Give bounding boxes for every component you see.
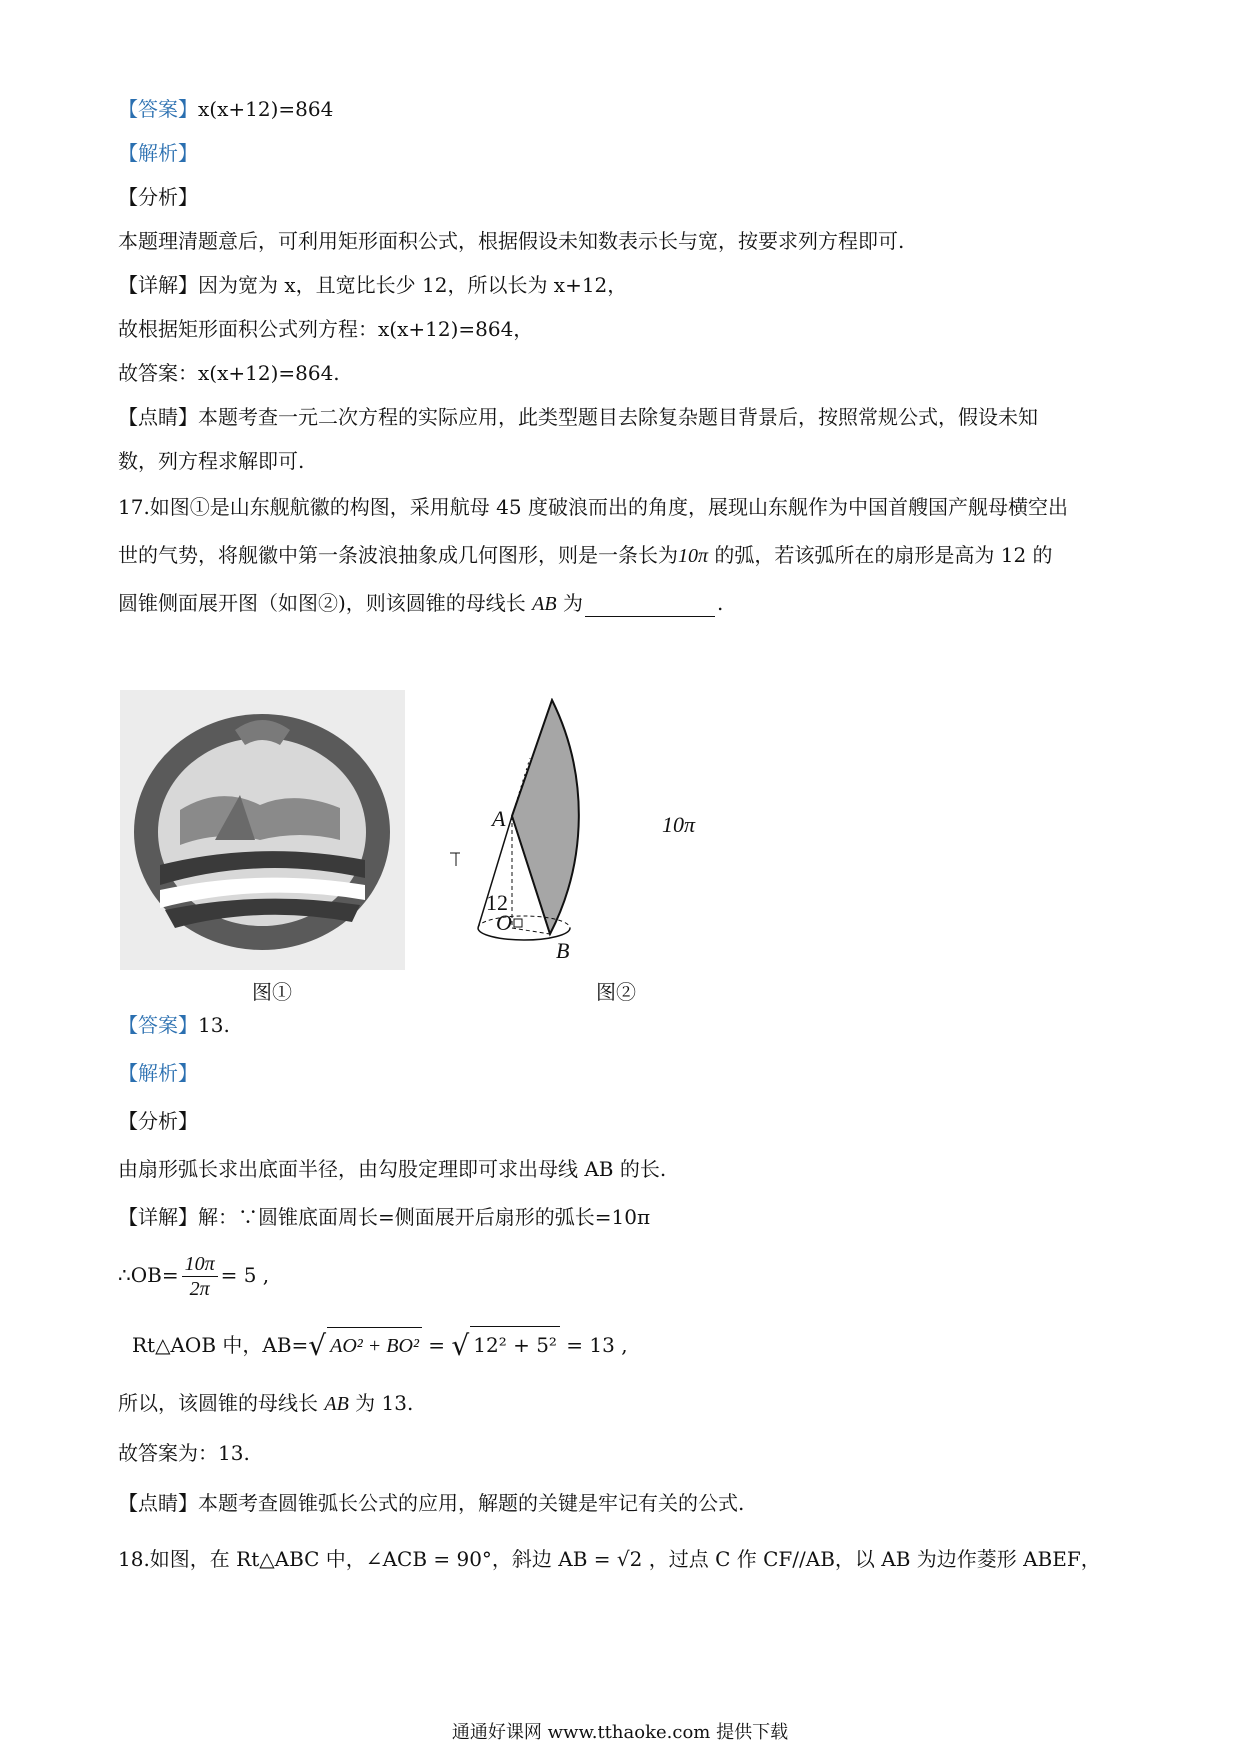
fig2-caption: 图② <box>596 980 636 1004</box>
dianjing-tag: 【点睛】 <box>118 405 198 429</box>
q16-detail-line <box>118 272 627 298</box>
answer-blank <box>585 596 715 617</box>
ob-fraction <box>182 1252 218 1301</box>
q17-answer-line <box>118 1012 230 1038</box>
q16-dianjing-line <box>118 404 1038 430</box>
answer-value: x(x+12)=864 <box>198 97 334 121</box>
q17-line-2-b: 的弧，若该弧所在的扇形是高为 12 的 <box>708 543 1053 567</box>
q17-so-line <box>118 1390 413 1417</box>
cone-diagram <box>450 698 720 978</box>
q17-line-1: 17.如图①是山东舰航徽的构图，采用航母 45 度破浪而出的角度，展现山东舰作为中国首艘国产舰母横空出 <box>118 495 1068 519</box>
cone-sector-figure <box>450 698 720 978</box>
dianjing-tag: 【点睛】 <box>118 1491 198 1515</box>
q17-final-line: 故答案为：13. <box>118 1441 250 1465</box>
q16-fenxi-line <box>118 184 198 210</box>
page-footer: 通通好课网 www.tthaoke.com 提供下载 <box>451 1722 789 1743</box>
q17-analysis-line <box>118 1060 198 1086</box>
radicand-2: 12² + 5² <box>470 1326 560 1363</box>
label-o: O <box>496 910 512 935</box>
label-b: B <box>556 938 570 963</box>
q17-rt-line <box>132 1326 628 1364</box>
q17-detail-line <box>118 1204 650 1230</box>
detail-text: 解：∵圆锥底面周长=侧面展开后扇形的弧长=10π <box>198 1205 651 1229</box>
q17-dianjing-line <box>118 1490 744 1516</box>
label-height: 12 <box>486 890 508 915</box>
answer-value: 13. <box>198 1013 230 1037</box>
cone-radius <box>512 928 550 934</box>
emblem-figure <box>120 690 405 970</box>
q16-analysis-line <box>118 140 198 166</box>
q17-line-3-b: 为 <box>556 591 583 615</box>
answer-tag: 【答案】 <box>118 1013 198 1037</box>
q18-line-1: 18.如图，在 Rt△ABC 中，∠ACB = 90°，斜边 AB = √2 ，过点 C 作 CF//AB，以 AB 为边作菱形 ABEF， <box>118 1547 1101 1571</box>
dianjing-text: 本题考查一元二次方程的实际应用，此类型题目去除复杂题目背景后，按照常规公式，假设未知 <box>198 405 1038 429</box>
so-ab: AB <box>324 1393 349 1415</box>
analysis-tag: 【解析】 <box>118 1061 198 1085</box>
radical-sign: √ <box>451 1329 470 1362</box>
rt-prefix: Rt△AOB 中，AB= <box>132 1333 309 1357</box>
emblem-image <box>120 690 405 970</box>
dianjing-text: 本题考查圆锥弧长公式的应用，解题的关键是牢记有关的公式. <box>198 1491 745 1515</box>
fig1-caption: 图① <box>252 980 292 1004</box>
radicand-1: AO² + BO² <box>327 1327 422 1364</box>
rt-equals: = <box>421 1333 452 1357</box>
detail-text: 因为宽为 x，且宽比长少 12，所以长为 x+12， <box>198 273 628 297</box>
sector-shape <box>512 700 579 934</box>
analysis-tag: 【解析】 <box>118 141 198 165</box>
segment-ab: AB <box>532 593 557 615</box>
q16-fenxi-text: 本题理清题意后，可利用矩形面积公式，根据假设未知数表示长与宽，按要求列方程即可. <box>118 229 905 253</box>
q17-fenxi-line <box>118 1108 198 1134</box>
rt-result: = 13 , <box>559 1333 628 1357</box>
q17-line-2-a: 世的气势，将舰徽中第一条波浪抽象成几何图形，则是一条长为 <box>118 543 678 567</box>
q16-answer-line <box>118 96 333 122</box>
so-b: 为 13. <box>348 1391 414 1415</box>
answer-tag: 【答案】 <box>118 97 198 121</box>
q16-dianjing-2: 数，列方程求解即可. <box>118 449 305 473</box>
arc-length-math: 10π <box>678 545 709 567</box>
ob-prefix: ∴OB= <box>118 1263 179 1287</box>
q17-ob-line <box>118 1250 269 1301</box>
fenxi-tag: 【分析】 <box>118 1109 198 1133</box>
q17-line-2 <box>118 542 1053 569</box>
so-a: 所以，该圆锥的母线长 <box>118 1391 325 1415</box>
detail-tag: 【详解】 <box>118 273 198 297</box>
q16-detail-3: 故答案：x(x+12)=864. <box>118 361 340 385</box>
ob-numerator: 10π <box>182 1252 218 1277</box>
q17-line-3 <box>118 590 723 617</box>
detail-tag: 【详解】 <box>118 1205 198 1229</box>
q16-detail-2: 故根据矩形面积公式列方程：x(x+12)=864， <box>118 317 534 341</box>
fenxi-tag: 【分析】 <box>118 185 198 209</box>
label-a: A <box>492 806 506 831</box>
q17-line-3-a: 圆锥侧面展开图（如图②)，则该圆锥的母线长 <box>118 591 533 615</box>
q17-line-3-c: . <box>716 591 724 615</box>
label-arc: 10π <box>662 812 696 837</box>
radical-sign: √ <box>308 1329 327 1362</box>
ob-suffix: = 5 , <box>220 1263 270 1287</box>
ob-denominator: 2π <box>189 1278 210 1300</box>
q17-fenxi-text: 由扇形弧长求出底面半径，由勾股定理即可求出母线 AB 的长. <box>118 1157 667 1181</box>
